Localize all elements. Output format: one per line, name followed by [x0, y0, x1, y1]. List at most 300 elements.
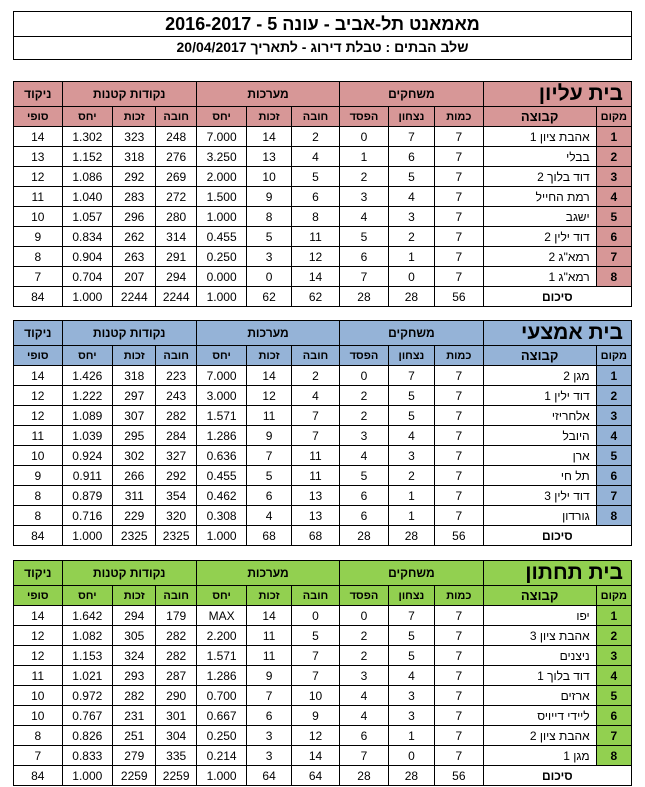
won-cell: 3: [388, 686, 434, 706]
total-row: [14, 766, 632, 786]
table-row: [14, 446, 632, 466]
sp-against-cell: 294: [156, 267, 196, 287]
sets-for-cell: 3: [247, 247, 291, 267]
table-row: [14, 486, 632, 506]
lost-cell: 7: [340, 746, 388, 766]
sets-against-cell: 14: [291, 746, 339, 766]
total-row: [14, 287, 632, 307]
rank-cell: 7: [596, 726, 631, 746]
table-row: [14, 646, 632, 666]
team-name: דוד ילין 3: [483, 486, 596, 506]
sp-for-cell: 305: [113, 626, 156, 646]
table-row: [14, 726, 632, 746]
sets-ratio-cell: 1.571: [196, 406, 247, 426]
sets-for-cell: 13: [247, 147, 291, 167]
sets-for-cell: 14: [247, 127, 291, 147]
won-cell: 3: [388, 207, 434, 227]
page-subtitle: שלב הבתים : טבלת דירוג - לתאריך 20/04/2017: [13, 37, 632, 60]
lost-cell: 5: [340, 227, 388, 247]
small-points-group-header: נקודות קטנות: [62, 321, 196, 346]
sets-ratio-header: יחס: [196, 586, 247, 606]
played-cell: 7: [435, 167, 483, 187]
total-sets-against: 62: [291, 287, 339, 307]
sp-for-cell: 263: [113, 247, 156, 267]
sets-against-cell: 7: [291, 646, 339, 666]
total-label: סיכום: [483, 287, 631, 307]
played-cell: 7: [435, 686, 483, 706]
sets-for-cell: 6: [247, 706, 291, 726]
team-name: היובל: [483, 426, 596, 446]
sp-against-cell: 282: [156, 626, 196, 646]
sets-ratio-cell: 1.000: [196, 207, 247, 227]
sp-for-cell: 293: [113, 666, 156, 686]
points-cell: 8: [14, 486, 63, 506]
lost-cell: 0: [340, 606, 388, 626]
table-row: [14, 506, 632, 526]
total-sets-ratio: 1.000: [196, 526, 247, 546]
table-row: [14, 187, 632, 207]
points-cell: 8: [14, 726, 63, 746]
sp-against-header: חובה: [156, 586, 196, 606]
rank-cell: 7: [596, 486, 631, 506]
sets-ratio-cell: 0.462: [196, 486, 247, 506]
sets-ratio-cell: 0.250: [196, 247, 247, 267]
sets-ratio-cell: 2.200: [196, 626, 247, 646]
total-played: 56: [435, 287, 483, 307]
rank-cell: 2: [596, 386, 631, 406]
total-sets-against: 64: [291, 766, 339, 786]
won-cell: 3: [388, 706, 434, 726]
sets-ratio-cell: 0.455: [196, 466, 247, 486]
team-name: דוד ילין 2: [483, 227, 596, 247]
final-header: סופי: [14, 586, 63, 606]
points-header: ניקוד: [14, 82, 63, 107]
played-cell: 7: [435, 446, 483, 466]
played-cell: 7: [435, 386, 483, 406]
sp-against-cell: 301: [156, 706, 196, 726]
sets-for-cell: 11: [247, 626, 291, 646]
played-cell: 7: [435, 267, 483, 287]
sp-for-cell: 295: [113, 426, 156, 446]
sets-for-cell: 9: [247, 426, 291, 446]
sp-for-cell: 231: [113, 706, 156, 726]
played-cell: 7: [435, 147, 483, 167]
table-row: [14, 386, 632, 406]
lost-header: הפסד: [340, 107, 388, 127]
total-sets-ratio: 1.000: [196, 287, 247, 307]
lost-header: הפסד: [340, 586, 388, 606]
table-row: [14, 147, 632, 167]
points-cell: 12: [14, 406, 63, 426]
rank-cell: 1: [596, 127, 631, 147]
points-cell: 10: [14, 207, 63, 227]
won-cell: 7: [388, 606, 434, 626]
sp-against-cell: 248: [156, 127, 196, 147]
sets-ratio-cell: 3.250: [196, 147, 247, 167]
lost-cell: 6: [340, 486, 388, 506]
team-name: מגן 2: [483, 366, 596, 386]
total-sets-for: 68: [247, 526, 291, 546]
table-row: [14, 686, 632, 706]
sets-against-cell: 12: [291, 726, 339, 746]
sp-against-cell: 327: [156, 446, 196, 466]
sets-ratio-cell: 1.500: [196, 187, 247, 207]
total-points: 84: [14, 287, 63, 307]
small-points-group-header: נקודות קטנות: [62, 82, 196, 107]
final-header: סופי: [14, 346, 63, 366]
rank-cell: 4: [596, 666, 631, 686]
points-cell: 10: [14, 446, 63, 466]
sp-ratio-cell: 1.089: [62, 406, 113, 426]
sets-against-cell: 11: [291, 227, 339, 247]
sp-for-cell: 292: [113, 167, 156, 187]
sets-for-cell: 7: [247, 446, 291, 466]
table-row: [14, 267, 632, 287]
team-name: ארן: [483, 446, 596, 466]
sets-for-cell: 9: [247, 666, 291, 686]
sets-for-cell: 14: [247, 606, 291, 626]
sp-for-cell: 307: [113, 406, 156, 426]
sp-ratio-cell: 0.879: [62, 486, 113, 506]
rank-cell: 1: [596, 366, 631, 386]
rank-cell: 3: [596, 167, 631, 187]
table-row: [14, 626, 632, 646]
sets-for-cell: 11: [247, 406, 291, 426]
rank-cell: 6: [596, 227, 631, 247]
sp-for-cell: 318: [113, 147, 156, 167]
won-cell: 2: [388, 466, 434, 486]
team-name: דוד בלוך 2: [483, 167, 596, 187]
points-cell: 12: [14, 167, 63, 187]
table-row: [14, 666, 632, 686]
won-cell: 5: [388, 626, 434, 646]
won-header: נצחון: [388, 586, 434, 606]
played-header: כמות: [435, 107, 483, 127]
points-cell: 9: [14, 466, 63, 486]
total-sets-against: 68: [291, 526, 339, 546]
total-lost: 28: [340, 766, 388, 786]
sp-ratio-cell: 0.767: [62, 706, 113, 726]
sets-ratio-header: יחס: [196, 107, 247, 127]
played-cell: 7: [435, 247, 483, 267]
played-cell: 7: [435, 706, 483, 726]
won-cell: 0: [388, 267, 434, 287]
sp-for-cell: 251: [113, 726, 156, 746]
rank-cell: 4: [596, 426, 631, 446]
sp-ratio-cell: 0.972: [62, 686, 113, 706]
lost-cell: 2: [340, 406, 388, 426]
sp-ratio-header: יחס: [62, 346, 113, 366]
sets-ratio-cell: MAX: [196, 606, 247, 626]
team-name: בבלי: [483, 147, 596, 167]
lost-header: הפסד: [340, 346, 388, 366]
sp-against-cell: 335: [156, 746, 196, 766]
won-cell: 1: [388, 486, 434, 506]
sp-ratio-header: יחס: [62, 107, 113, 127]
played-header: כמות: [435, 586, 483, 606]
played-cell: 7: [435, 466, 483, 486]
page-title: מאמאנט תל-אביב - עונה 5 - 2016-2017: [13, 11, 632, 37]
won-cell: 6: [388, 147, 434, 167]
played-header: כמות: [435, 346, 483, 366]
sets-against-cell: 7: [291, 666, 339, 686]
sp-ratio-cell: 1.057: [62, 207, 113, 227]
sets-for-cell: 14: [247, 366, 291, 386]
won-cell: 5: [388, 386, 434, 406]
sp-against-cell: 280: [156, 207, 196, 227]
points-header: ניקוד: [14, 321, 63, 346]
lost-cell: 4: [340, 207, 388, 227]
points-cell: 7: [14, 267, 63, 287]
sets-against-cell: 6: [291, 187, 339, 207]
team-header: קבוצה: [483, 346, 596, 366]
rank-cell: 6: [596, 466, 631, 486]
standings-table: [13, 320, 632, 546]
played-cell: 7: [435, 366, 483, 386]
rank-header: מקום: [596, 586, 631, 606]
points-cell: 12: [14, 386, 63, 406]
lost-cell: 4: [340, 446, 388, 466]
lost-cell: 6: [340, 726, 388, 746]
rank-cell: 8: [596, 267, 631, 287]
won-cell: 7: [388, 366, 434, 386]
sp-ratio-cell: 1.152: [62, 147, 113, 167]
sets-for-cell: 3: [247, 746, 291, 766]
played-cell: 7: [435, 486, 483, 506]
sets-for-cell: 10: [247, 167, 291, 187]
sp-for-cell: 262: [113, 227, 156, 247]
table-row: [14, 247, 632, 267]
lost-cell: 3: [340, 187, 388, 207]
sets-ratio-cell: 0.700: [196, 686, 247, 706]
sets-against-cell: 9: [291, 706, 339, 726]
sp-against-cell: 304: [156, 726, 196, 746]
points-cell: 12: [14, 626, 63, 646]
rank-cell: 5: [596, 207, 631, 227]
team-name: ישגב: [483, 207, 596, 227]
table-row: [14, 606, 632, 626]
table-row: [14, 706, 632, 726]
sets-for-cell: 5: [247, 227, 291, 247]
sets-against-cell: 5: [291, 626, 339, 646]
total-lost: 28: [340, 526, 388, 546]
sets-for-cell: 12: [247, 386, 291, 406]
total-row: [14, 526, 632, 546]
team-header: קבוצה: [483, 586, 596, 606]
won-cell: 1: [388, 726, 434, 746]
team-name: אהבת ציון 1: [483, 127, 596, 147]
sp-for-cell: 324: [113, 646, 156, 666]
sets-for-header: זכות: [247, 346, 291, 366]
sets-against-cell: 12: [291, 247, 339, 267]
won-cell: 4: [388, 187, 434, 207]
sets-ratio-cell: 0.000: [196, 267, 247, 287]
total-label: סיכום: [483, 766, 631, 786]
rank-header: מקום: [596, 107, 631, 127]
sp-against-cell: 243: [156, 386, 196, 406]
points-cell: 14: [14, 606, 63, 626]
rank-cell: 6: [596, 706, 631, 726]
sets-ratio-cell: 0.308: [196, 506, 247, 526]
sets-for-cell: 0: [247, 267, 291, 287]
sets-for-header: זכות: [247, 586, 291, 606]
sp-ratio-cell: 0.924: [62, 446, 113, 466]
total-sets-for: 64: [247, 766, 291, 786]
rank-cell: 8: [596, 506, 631, 526]
lost-cell: 3: [340, 666, 388, 686]
sp-for-cell: 302: [113, 446, 156, 466]
played-cell: 7: [435, 506, 483, 526]
table-row: [14, 127, 632, 147]
lost-cell: 2: [340, 646, 388, 666]
sets-for-cell: 8: [247, 207, 291, 227]
lost-cell: 5: [340, 466, 388, 486]
team-name: תל חי: [483, 466, 596, 486]
won-header: נצחון: [388, 107, 434, 127]
rank-cell: 7: [596, 247, 631, 267]
lost-cell: 2: [340, 626, 388, 646]
sets-against-header: חובה: [291, 107, 339, 127]
rank-cell: 2: [596, 147, 631, 167]
rank-cell: 5: [596, 446, 631, 466]
sp-ratio-cell: 1.082: [62, 626, 113, 646]
won-cell: 7: [388, 127, 434, 147]
sp-against-cell: 276: [156, 147, 196, 167]
sets-ratio-cell: 1.286: [196, 666, 247, 686]
won-header: נצחון: [388, 346, 434, 366]
sets-against-header: חובה: [291, 586, 339, 606]
won-cell: 4: [388, 666, 434, 686]
sp-for-header: זכות: [113, 107, 156, 127]
played-cell: 7: [435, 606, 483, 626]
sets-for-cell: 11: [247, 646, 291, 666]
final-header: סופי: [14, 107, 63, 127]
points-cell: 14: [14, 366, 63, 386]
total-sp-ratio: 1.000: [62, 526, 113, 546]
sets-for-cell: 6: [247, 486, 291, 506]
sp-ratio-cell: 1.040: [62, 187, 113, 207]
sp-ratio-cell: 1.302: [62, 127, 113, 147]
sets-against-cell: 14: [291, 267, 339, 287]
sets-against-cell: 5: [291, 167, 339, 187]
total-sets-for: 62: [247, 287, 291, 307]
sets-group-header: מערכות: [196, 82, 339, 107]
points-cell: 12: [14, 646, 63, 666]
sets-against-cell: 13: [291, 506, 339, 526]
sp-for-cell: 279: [113, 746, 156, 766]
lost-cell: 2: [340, 167, 388, 187]
sets-for-cell: 3: [247, 726, 291, 746]
sp-against-cell: 292: [156, 466, 196, 486]
team-name: רמא"ג 1: [483, 267, 596, 287]
sets-against-cell: 13: [291, 486, 339, 506]
won-cell: 5: [388, 646, 434, 666]
won-cell: 4: [388, 426, 434, 446]
sp-ratio-cell: 0.704: [62, 267, 113, 287]
sp-against-cell: 290: [156, 686, 196, 706]
points-cell: 11: [14, 426, 63, 446]
sets-for-cell: 4: [247, 506, 291, 526]
total-sp-for: 2244: [113, 287, 156, 307]
played-cell: 7: [435, 666, 483, 686]
total-sp-against: 2244: [156, 287, 196, 307]
table-row: [14, 426, 632, 446]
total-sp-for: 2325: [113, 526, 156, 546]
sets-group-header: מערכות: [196, 321, 339, 346]
sp-for-cell: 283: [113, 187, 156, 207]
sets-ratio-cell: 0.667: [196, 706, 247, 726]
total-label: סיכום: [483, 526, 631, 546]
rank-cell: 3: [596, 406, 631, 426]
sp-against-cell: 269: [156, 167, 196, 187]
total-won: 28: [388, 766, 434, 786]
table-row: [14, 227, 632, 247]
team-name: ניצנים: [483, 646, 596, 666]
sp-for-cell: 297: [113, 386, 156, 406]
sp-ratio-cell: 1.086: [62, 167, 113, 187]
total-won: 28: [388, 526, 434, 546]
lost-cell: 6: [340, 247, 388, 267]
sets-ratio-cell: 1.286: [196, 426, 247, 446]
sp-ratio-cell: 1.222: [62, 386, 113, 406]
played-cell: 7: [435, 426, 483, 446]
total-sp-for: 2259: [113, 766, 156, 786]
sets-against-cell: 7: [291, 426, 339, 446]
lost-cell: 6: [340, 506, 388, 526]
sets-against-cell: 7: [291, 406, 339, 426]
lost-cell: 2: [340, 386, 388, 406]
sets-ratio-header: יחס: [196, 346, 247, 366]
points-cell: 8: [14, 506, 63, 526]
won-cell: 2: [388, 227, 434, 247]
standings-table: [13, 560, 632, 786]
sp-for-cell: 311: [113, 486, 156, 506]
rank-cell: 2: [596, 626, 631, 646]
sp-ratio-cell: 0.716: [62, 506, 113, 526]
sp-against-cell: 354: [156, 486, 196, 506]
played-cell: 7: [435, 626, 483, 646]
total-played: 56: [435, 766, 483, 786]
rank-cell: 3: [596, 646, 631, 666]
sp-against-cell: 272: [156, 187, 196, 207]
sets-against-header: חובה: [291, 346, 339, 366]
won-cell: 1: [388, 506, 434, 526]
total-sp-ratio: 1.000: [62, 287, 113, 307]
lost-cell: 4: [340, 686, 388, 706]
sp-ratio-cell: 1.021: [62, 666, 113, 686]
table-row: [14, 366, 632, 386]
team-name: רמת החייל: [483, 187, 596, 207]
points-cell: 13: [14, 147, 63, 167]
sp-ratio-cell: 0.834: [62, 227, 113, 247]
played-cell: 7: [435, 207, 483, 227]
table-row: [14, 167, 632, 187]
sets-ratio-cell: 0.455: [196, 227, 247, 247]
lost-cell: 7: [340, 267, 388, 287]
sp-ratio-cell: 1.153: [62, 646, 113, 666]
team-name: אהבת ציון 2: [483, 726, 596, 746]
sets-against-cell: 4: [291, 386, 339, 406]
points-cell: 11: [14, 666, 63, 686]
points-cell: 9: [14, 227, 63, 247]
team-name: דוד בלוך 1: [483, 666, 596, 686]
team-name: ליידי דייויס: [483, 706, 596, 726]
sp-for-cell: 229: [113, 506, 156, 526]
played-cell: 7: [435, 726, 483, 746]
lost-cell: 3: [340, 426, 388, 446]
total-won: 28: [388, 287, 434, 307]
sp-for-cell: 266: [113, 466, 156, 486]
